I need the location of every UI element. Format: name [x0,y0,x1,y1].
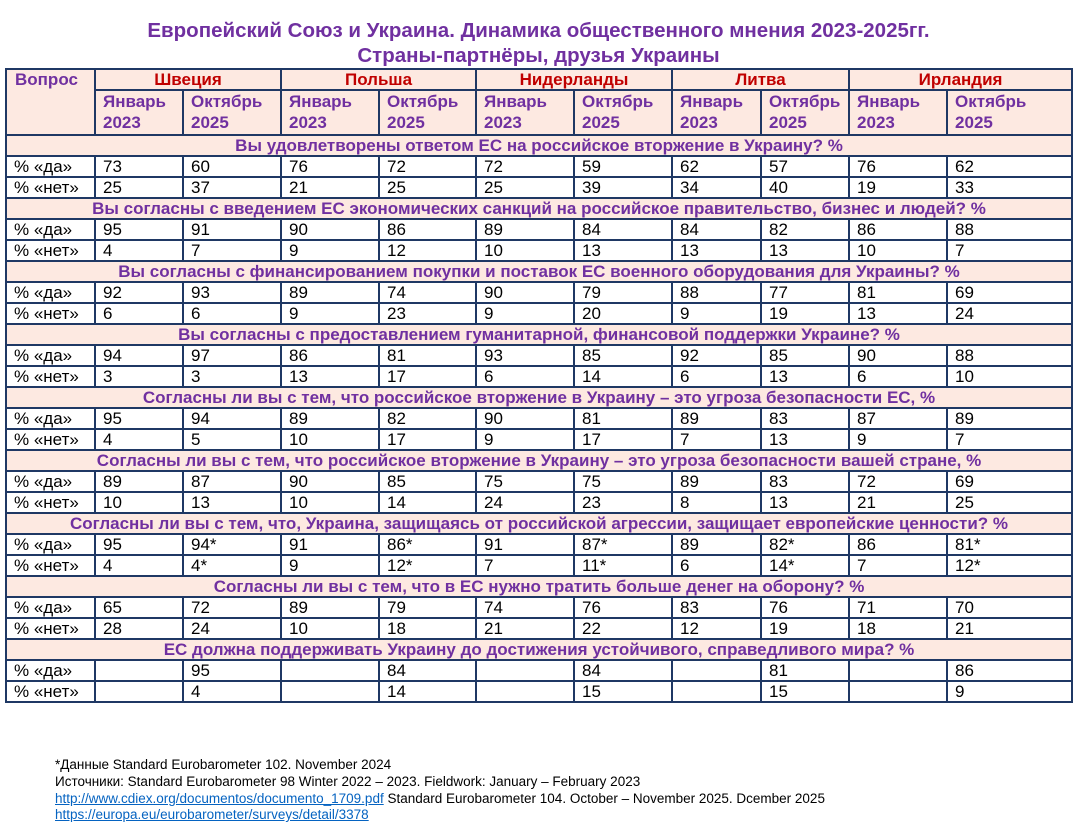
value-cell: 13 [761,492,849,513]
value-cell: 14 [379,681,476,702]
value-cell: 76 [761,597,849,618]
period-header-cell [761,90,849,135]
value-cell: 25 [476,177,574,198]
value-cell: 13 [281,366,379,387]
value-cell [476,681,574,702]
row-label: % «да» [6,471,95,492]
value-cell: 76 [574,597,672,618]
value-cell: 10 [947,366,1072,387]
value-cell [672,681,761,702]
value-cell: 89 [476,219,574,240]
value-cell: 13 [761,240,849,261]
value-cell: 73 [95,156,183,177]
value-cell: 20 [574,303,672,324]
table-row [6,660,1072,681]
value-cell: 9 [476,303,574,324]
table-row [6,471,1072,492]
period-header-cell [672,90,761,135]
period-header-cell [849,90,947,135]
table-row [6,240,1072,261]
value-cell: 17 [379,429,476,450]
value-cell: 23 [574,492,672,513]
value-cell: 92 [672,345,761,366]
value-cell: 13 [761,366,849,387]
question-header: Вопрос [6,69,95,135]
value-cell: 81 [849,282,947,303]
period-year: 2023 [680,113,718,132]
question-text: Вы согласны с предоставлением гуманитарной, финансовой поддержки Украине? % [6,324,1072,345]
period-header-cell [95,90,183,135]
value-cell: 19 [761,618,849,639]
period-month: Октябрь [582,92,654,111]
value-cell: 12* [379,555,476,576]
value-cell: 6 [849,366,947,387]
value-cell: 87* [574,534,672,555]
value-cell: 95 [183,660,281,681]
period-year: 2025 [387,113,425,132]
value-cell: 89 [672,471,761,492]
value-cell: 62 [672,156,761,177]
value-cell: 90 [476,408,574,429]
question-row [6,261,1072,282]
period-month: Январь [289,92,353,111]
country-header-row [6,69,1072,90]
table-row [6,681,1072,702]
table-row [6,408,1072,429]
value-cell: 75 [476,471,574,492]
value-cell: 25 [379,177,476,198]
value-cell: 13 [183,492,281,513]
value-cell: 94 [183,408,281,429]
value-cell: 10 [849,240,947,261]
table-row [6,303,1072,324]
value-cell: 37 [183,177,281,198]
value-cell: 7 [947,240,1072,261]
value-cell: 81* [947,534,1072,555]
table-row [6,177,1072,198]
value-cell: 6 [476,366,574,387]
value-cell: 10 [281,492,379,513]
period-month: Январь [103,92,167,111]
period-month: Октябрь [955,92,1027,111]
value-cell: 72 [849,471,947,492]
table-row [6,156,1072,177]
value-cell: 15 [574,681,672,702]
value-cell: 6 [672,366,761,387]
row-label: % «нет» [6,303,95,324]
value-cell: 60 [183,156,281,177]
value-cell: 89 [95,471,183,492]
period-month: Октябрь [387,92,459,111]
period-month: Октябрь [191,92,263,111]
row-label: % «нет» [6,240,95,261]
question-row [6,387,1072,408]
row-label: % «да» [6,156,95,177]
value-cell [849,660,947,681]
value-cell: 4 [183,681,281,702]
value-cell: 97 [183,345,281,366]
value-cell: 84 [379,660,476,681]
value-cell: 23 [379,303,476,324]
value-cell: 40 [761,177,849,198]
row-label: % «нет» [6,618,95,639]
row-label: % «нет» [6,177,95,198]
value-cell: 62 [947,156,1072,177]
value-cell [281,681,379,702]
value-cell [849,681,947,702]
value-cell: 21 [947,618,1072,639]
value-cell: 91 [183,219,281,240]
value-cell: 7 [672,429,761,450]
value-cell: 10 [95,492,183,513]
value-cell: 93 [183,282,281,303]
footnote-asterisk: *Данные Standard Eurobarometer 102. November 2024 [55,757,392,772]
question-row [6,639,1072,660]
value-cell: 69 [947,282,1072,303]
value-cell: 10 [281,429,379,450]
question-text: Вы согласны с введением ЕС экономических санкций на российское правительство, бизнес и людей? % [6,198,1072,219]
value-cell: 3 [183,366,281,387]
country-header-sweden: Швеция [95,69,281,90]
period-month: Январь [857,92,921,111]
value-cell: 24 [183,618,281,639]
value-cell: 13 [672,240,761,261]
value-cell: 85 [761,345,849,366]
row-label: % «да» [6,534,95,555]
value-cell: 85 [379,471,476,492]
value-cell: 65 [95,597,183,618]
footnote-line4 [55,807,369,823]
value-cell: 18 [379,618,476,639]
row-label: % «да» [6,219,95,240]
value-cell: 93 [476,345,574,366]
value-cell: 81 [761,660,849,681]
value-cell: 91 [476,534,574,555]
value-cell: 75 [574,471,672,492]
value-cell: 8 [672,492,761,513]
row-label: % «да» [6,597,95,618]
period-month: Январь [484,92,548,111]
value-cell: 90 [281,219,379,240]
value-cell: 13 [761,429,849,450]
period-header-cell [476,90,574,135]
value-cell: 86 [947,660,1072,681]
value-cell: 9 [849,429,947,450]
value-cell: 87 [183,471,281,492]
value-cell: 82 [379,408,476,429]
value-cell: 25 [947,492,1072,513]
value-cell: 21 [476,618,574,639]
value-cell: 83 [761,471,849,492]
period-month: Январь [680,92,744,111]
survey-table-body [6,69,1072,702]
question-row [6,576,1072,597]
value-cell: 9 [476,429,574,450]
value-cell: 10 [281,618,379,639]
value-cell: 15 [761,681,849,702]
value-cell: 89 [947,408,1072,429]
value-cell: 14 [379,492,476,513]
period-header-cell [379,90,476,135]
table-row [6,219,1072,240]
value-cell: 9 [947,681,1072,702]
value-cell: 94 [95,345,183,366]
table-row [6,492,1072,513]
value-cell: 3 [95,366,183,387]
value-cell: 6 [672,555,761,576]
country-header-ireland: Ирландия [849,69,1072,90]
row-label: % «нет» [6,681,95,702]
period-year: 2023 [289,113,327,132]
table-row [6,534,1072,555]
period-year: 2025 [582,113,620,132]
value-cell: 7 [183,240,281,261]
period-header-cell [281,90,379,135]
value-cell: 69 [947,471,1072,492]
question-row [6,135,1072,156]
period-year: 2025 [191,113,229,132]
footnote-sources: Источники: Standard Eurobarometer 98 Winter 2022 – 2023. Fieldwork: January – February 2023 [55,774,641,789]
value-cell: 7 [947,429,1072,450]
value-cell: 59 [574,156,672,177]
table-row [6,345,1072,366]
value-cell: 95 [95,219,183,240]
value-cell: 88 [947,345,1072,366]
country-header-netherlands: Нидерланды [476,69,672,90]
value-cell: 34 [672,177,761,198]
value-cell: 94* [183,534,281,555]
country-header-poland: Польша [281,69,476,90]
value-cell: 24 [476,492,574,513]
value-cell: 10 [476,240,574,261]
value-cell: 4 [95,555,183,576]
value-cell: 74 [379,282,476,303]
row-label: % «да» [6,345,95,366]
row-label: % «да» [6,282,95,303]
table-row [6,618,1072,639]
page-subtitle: Страны-партнёры, друзья Украины [357,44,720,67]
value-cell [95,681,183,702]
value-cell: 84 [574,219,672,240]
value-cell: 86* [379,534,476,555]
value-cell [476,660,574,681]
value-cell: 12* [947,555,1072,576]
question-text: Согласны ли вы с тем, что российское вторжение в Украину – это угроза безопасности ЕС, % [6,387,1072,408]
period-year: 2023 [857,113,895,132]
value-cell: 90 [476,282,574,303]
value-cell: 81 [574,408,672,429]
source-link-europa[interactable]: https://europa.eu/eurobarometer/surveys/detail/3378 [55,807,369,822]
country-header-lithuania: Литва [672,69,849,90]
value-cell: 81 [379,345,476,366]
value-cell: 71 [849,597,947,618]
value-cell: 86 [379,219,476,240]
value-cell: 11* [574,555,672,576]
value-cell: 7 [476,555,574,576]
question-text: Согласны ли вы с тем, что в ЕС нужно тратить больше денег на оборону? % [6,576,1072,597]
period-year: 2025 [769,113,807,132]
row-label: % «нет» [6,366,95,387]
value-cell: 4* [183,555,281,576]
value-cell: 5 [183,429,281,450]
value-cell: 91 [281,534,379,555]
value-cell: 7 [849,555,947,576]
row-label: % «да» [6,408,95,429]
period-header-cell [947,90,1072,135]
value-cell: 33 [947,177,1072,198]
table-row [6,366,1072,387]
value-cell: 9 [281,240,379,261]
value-cell: 79 [379,597,476,618]
value-cell: 84 [574,660,672,681]
value-cell: 83 [672,597,761,618]
value-cell: 21 [281,177,379,198]
value-cell: 86 [281,345,379,366]
period-month: Октябрь [769,92,841,111]
value-cell: 89 [672,534,761,555]
source-link-cdiex[interactable]: http://www.cdiex.org/documentos/documento_1709.pdf [55,791,384,806]
value-cell: 6 [95,303,183,324]
footnote-line3-text: Standard Eurobarometer 104. October – November 2025. Dcember 2025 [383,791,825,806]
value-cell: 24 [947,303,1072,324]
value-cell: 83 [761,408,849,429]
question-row [6,324,1072,345]
value-cell: 39 [574,177,672,198]
value-cell: 72 [183,597,281,618]
footnote-line3 [55,791,825,807]
value-cell: 13 [849,303,947,324]
value-cell [672,660,761,681]
value-cell: 14 [574,366,672,387]
value-cell: 12 [379,240,476,261]
table-row [6,555,1072,576]
value-cell: 89 [281,597,379,618]
value-cell: 90 [849,345,947,366]
period-header-cell [183,90,281,135]
value-cell: 90 [281,471,379,492]
question-text: ЕС должна поддерживать Украину до достижения устойчивого, справедливого мира? % [6,639,1072,660]
value-cell: 95 [95,408,183,429]
period-year: 2023 [103,113,141,132]
value-cell: 57 [761,156,849,177]
value-cell: 86 [849,534,947,555]
value-cell: 88 [947,219,1072,240]
value-cell: 4 [95,429,183,450]
value-cell: 89 [281,282,379,303]
value-cell: 92 [95,282,183,303]
table-row [6,597,1072,618]
value-cell: 17 [379,366,476,387]
value-cell: 12 [672,618,761,639]
value-cell: 28 [95,618,183,639]
value-cell: 9 [281,555,379,576]
value-cell [281,660,379,681]
value-cell: 4 [95,240,183,261]
value-cell: 25 [95,177,183,198]
value-cell: 72 [476,156,574,177]
value-cell: 76 [281,156,379,177]
value-cell: 95 [95,534,183,555]
value-cell: 22 [574,618,672,639]
period-header-cell [574,90,672,135]
period-year: 2023 [484,113,522,132]
row-label: % «нет» [6,429,95,450]
question-text: Вы согласны с финансированием покупки и поставок ЕС военного оборудования для Украины? % [6,261,1072,282]
value-cell: 84 [672,219,761,240]
question-text: Вы удовлетворены ответом ЕС на российское вторжение в Украину? % [6,135,1072,156]
value-cell: 70 [947,597,1072,618]
value-cell: 77 [761,282,849,303]
value-cell: 74 [476,597,574,618]
value-cell: 9 [281,303,379,324]
value-cell: 19 [761,303,849,324]
value-cell [95,660,183,681]
row-label: % «да» [6,660,95,681]
survey-table [5,68,1073,703]
question-text: Согласны ли вы с тем, что российское вторжение в Украину – это угроза безопасности вашей стране, % [6,450,1072,471]
value-cell: 85 [574,345,672,366]
question-row [6,450,1072,471]
value-cell: 13 [574,240,672,261]
value-cell: 76 [849,156,947,177]
value-cell: 14* [761,555,849,576]
table-row [6,429,1072,450]
period-year: 2025 [955,113,993,132]
question-row [6,513,1072,534]
question-text: Согласны ли вы с тем, что, Украина, защищаясь от российской агрессии, защищает европейские ценности? % [6,513,1072,534]
value-cell: 87 [849,408,947,429]
value-cell: 72 [379,156,476,177]
value-cell: 88 [672,282,761,303]
table-row [6,282,1072,303]
value-cell: 79 [574,282,672,303]
value-cell: 9 [672,303,761,324]
row-label: % «нет» [6,555,95,576]
value-cell: 82 [761,219,849,240]
value-cell: 17 [574,429,672,450]
value-cell: 89 [672,408,761,429]
page-title: Европейский Союз и Украина. Динамика общественного мнения 2023-2025гг. [147,19,930,42]
value-cell: 21 [849,492,947,513]
question-row [6,198,1072,219]
value-cell: 18 [849,618,947,639]
value-cell: 82* [761,534,849,555]
value-cell: 19 [849,177,947,198]
value-cell: 89 [281,408,379,429]
value-cell: 86 [849,219,947,240]
value-cell: 6 [183,303,281,324]
period-header-row [6,90,1072,135]
row-label: % «нет» [6,492,95,513]
